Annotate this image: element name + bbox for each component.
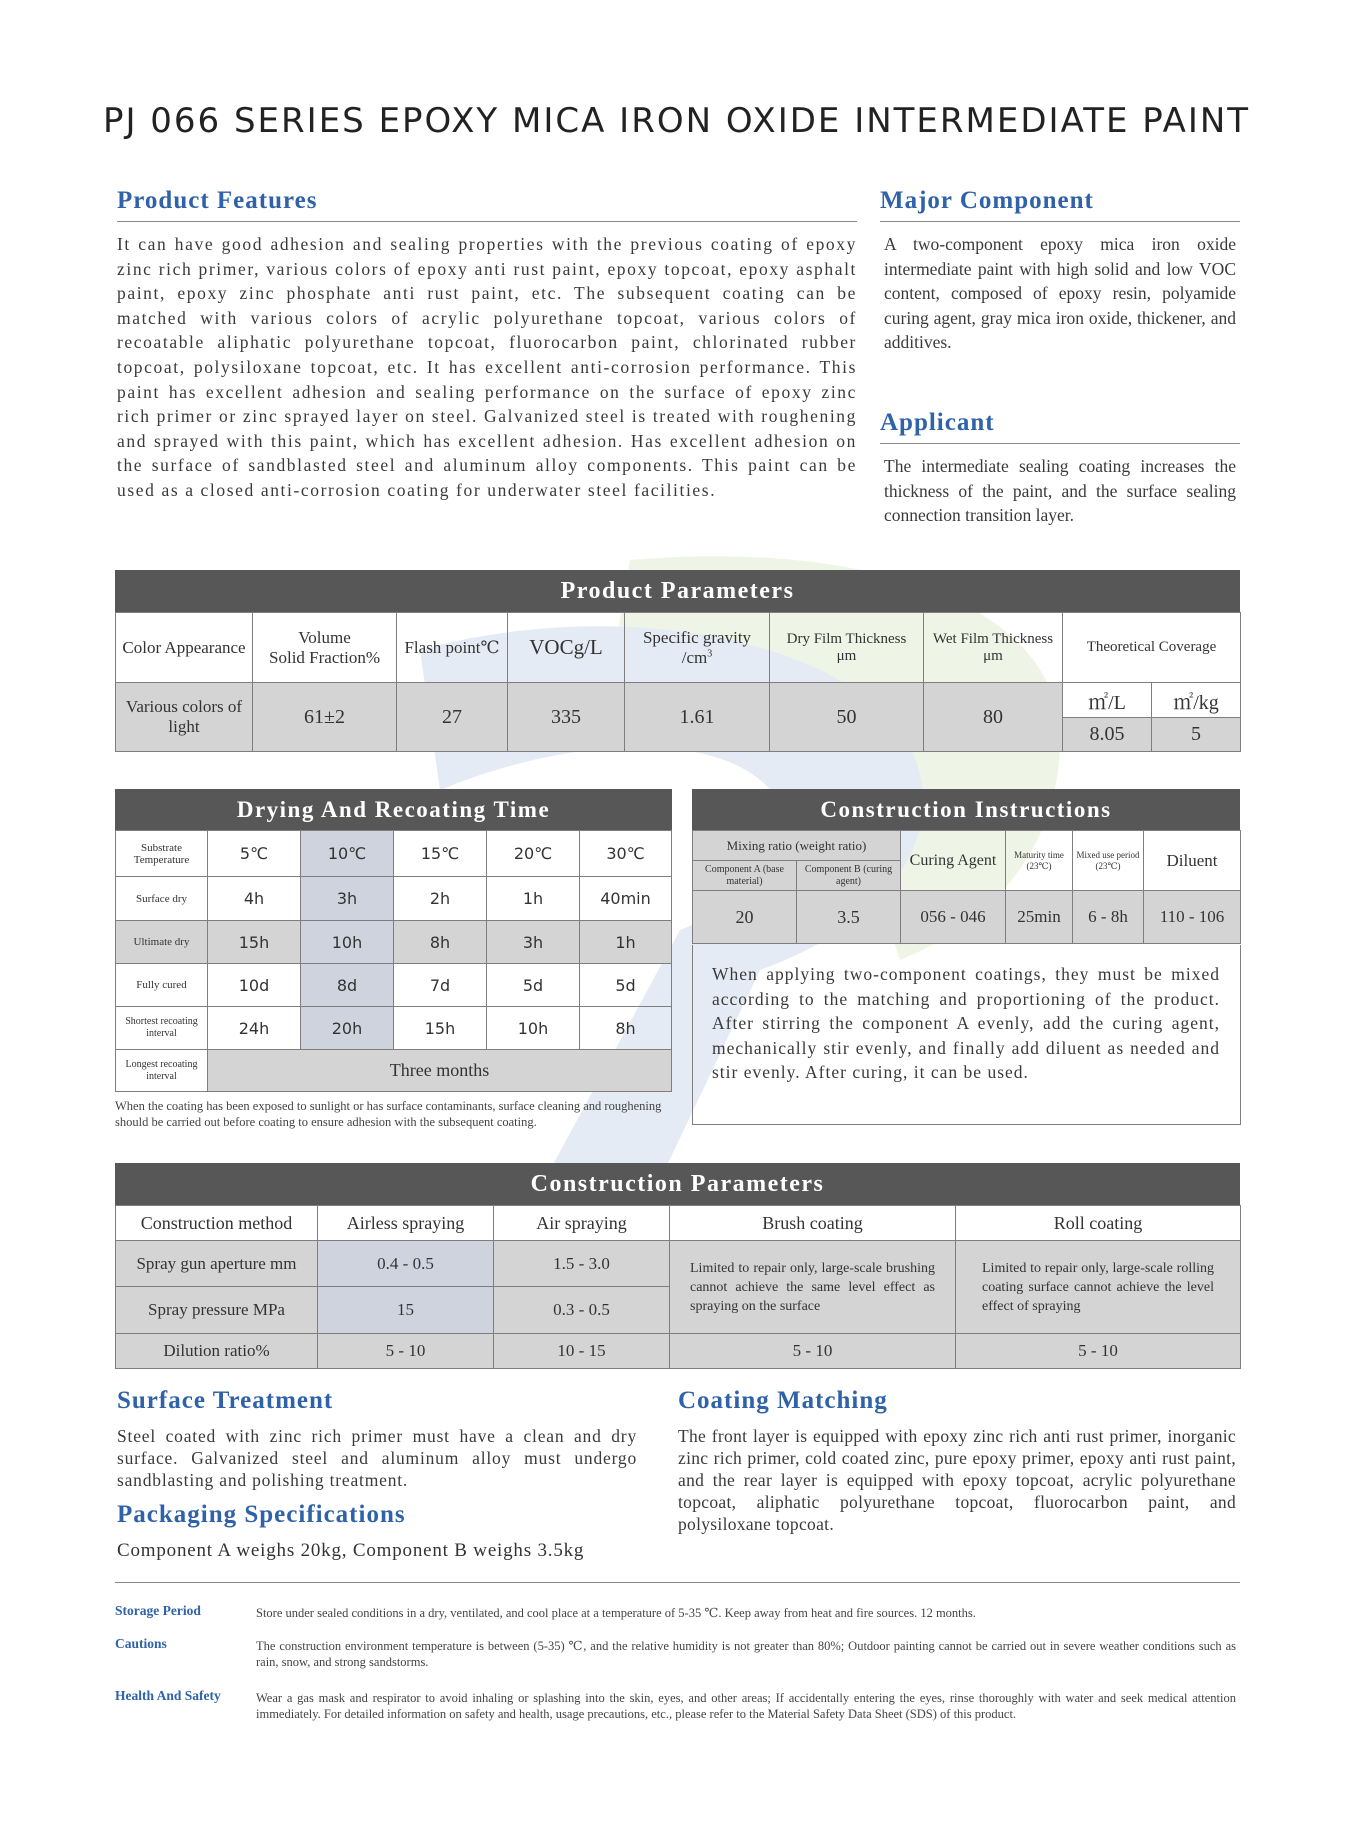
- shortest-recoating-label: Shortest recoating interval: [116, 1007, 208, 1050]
- temp-5: 5℃: [208, 831, 301, 877]
- mixing-ratio-label: Mixing ratio (weight ratio): [693, 831, 901, 861]
- product-features-heading: Product Features: [117, 187, 857, 222]
- ultimate-dry-15: 8h: [394, 921, 487, 964]
- temp-30: 30℃: [580, 831, 672, 877]
- wet-film-thickness-header: Wet Film Thickness μm: [924, 613, 1063, 683]
- health-safety-label: Health And Safety: [115, 1688, 221, 1703]
- dilution-ratio-label: Dilution ratio%: [116, 1334, 318, 1369]
- drying-header: Drying And Recoating Time: [115, 789, 672, 830]
- shortest-recoating-20: 10h: [487, 1007, 580, 1050]
- diluent-value: 110 - 106: [1144, 891, 1241, 944]
- temp-10: 10℃: [301, 831, 394, 877]
- airless-pressure-value: 15: [318, 1287, 494, 1334]
- maturity-time-label: Maturity time (23℃): [1006, 831, 1073, 891]
- page-title: PJ 066 SERIES EPOXY MICA IRON OXIDE INTERMEDIATE PAINT: [102, 101, 1251, 141]
- flash-point-value: 27: [397, 683, 508, 752]
- ultimate-dry-20: 3h: [487, 921, 580, 964]
- longest-recoating-value: Three months: [208, 1050, 672, 1092]
- instructions-text: When applying two-component coatings, they must be mixed according to the matching and proportioning of the product. After stirring the component A evenly, add the curing agent, mechanically stir evenly, and finally add diluent as needed and stir evenly. After curing, it can be used.: [712, 964, 1220, 1082]
- dry-film-thickness-header: Dry Film Thickness μm: [770, 613, 924, 683]
- health-safety-text: Wear a gas mask and respirator to avoid inhaling or splashing into the skin, eyes, and other areas; If accidentally entering the eyes, rinse thoroughly with water and seek medical attention immediately. For detailed information on safety and health, usage precautions, etc., please refer to the Material Safety Data Sheet (SDS) of this product.: [256, 1691, 1236, 1721]
- ultimate-dry-10: 10h: [301, 921, 394, 964]
- curing-agent-value: 056 - 046: [901, 891, 1006, 944]
- color-appearance-value: Various colors of light: [116, 683, 253, 752]
- surface-dry-30: 40min: [580, 877, 672, 921]
- applicant-text: The intermediate sealing coating increases the thickness of the paint, and the surface sealing connection transition layer.: [884, 456, 1236, 526]
- surface-dry-15: 2h: [394, 877, 487, 921]
- flash-point-header: Flash point℃: [397, 613, 508, 683]
- table-row: [116, 964, 672, 1007]
- method-brush: Brush coating: [670, 1206, 956, 1241]
- longest-recoating-label: Longest recoating interval: [116, 1050, 208, 1092]
- fully-cured-label: Fully cured: [116, 964, 208, 1007]
- fully-cured-10: 8d: [301, 964, 394, 1007]
- roll-coating-note: Limited to repair only, large-scale rolling coating surface cannot achieve the level effect of spraying: [956, 1241, 1241, 1334]
- fully-cured-30: 5d: [580, 964, 672, 1007]
- diluent-label: Diluent: [1144, 831, 1241, 891]
- drying-note: When the coating has been exposed to sunlight or has surface contaminants, surface cleaning and roughening should be carried out before coating to ensure adhesion with the subsequent coating.: [115, 1099, 662, 1129]
- mixed-use-period-label: Mixed use period (23℃): [1073, 831, 1144, 891]
- cautions-text: The construction environment temperature is between (5-35) ℃, and the relative humidity is not greater than 80%; Outdoor painting cannot be carried out in severe weather conditions such as rain, snow, and strong sandstorms.: [256, 1639, 1236, 1669]
- component-b-label: Component B (curing agent): [797, 861, 901, 891]
- voc-header: VOCg/L: [508, 613, 625, 683]
- coating-matching-text: The front layer is equipped with epoxy zinc rich anti rust primer, inorganic zinc rich primer, cold coated zinc, pure epoxy primer, epoxy anti rust paint, and the rear layer is equipped with epoxy topcoat, acrylic polyurethane topcoat, aliphatic polyurethane topcoat, fluorocarbon paint, and polysiloxane topcoat.: [678, 1426, 1236, 1534]
- packaging-text: Component A weighs 20kg, Component B weighs 3.5kg: [117, 1540, 585, 1561]
- surface-treatment-heading: Surface Treatment: [117, 1387, 334, 1414]
- construction-instructions-header: Construction Instructions: [692, 789, 1240, 830]
- dilution-roll: 5 - 10: [956, 1334, 1241, 1369]
- spray-pressure-label: Spray pressure MPa: [116, 1287, 318, 1334]
- mixing-table: [692, 830, 1241, 944]
- volume-solid-value: 61±2: [253, 683, 397, 752]
- surface-dry-20: 1h: [487, 877, 580, 921]
- coverage-per-liter-value: 8.05: [1063, 718, 1152, 752]
- wet-film-thickness-value: 80: [924, 683, 1063, 752]
- construction-parameters-header: Construction Parameters: [115, 1163, 1240, 1205]
- spray-gun-aperture-label: Spray gun aperture mm: [116, 1241, 318, 1287]
- shortest-recoating-5: 24h: [208, 1007, 301, 1050]
- applicant-heading: Applicant: [880, 409, 1240, 444]
- fully-cured-20: 5d: [487, 964, 580, 1007]
- coverage-per-kg-unit: ㎡/kg: [1152, 683, 1241, 718]
- air-aperture-value: 1.5 - 3.0: [494, 1241, 670, 1287]
- packaging-heading: Packaging Specifications: [117, 1501, 406, 1528]
- brush-coating-note: Limited to repair only, large-scale brushing cannot achieve the same level effect as spraying on the surface: [670, 1241, 956, 1334]
- substrate-temperature-label: Substrate Temperature: [116, 831, 208, 877]
- shortest-recoating-10: 20h: [301, 1007, 394, 1050]
- table-row: [116, 877, 672, 921]
- fully-cured-15: 7d: [394, 964, 487, 1007]
- ultimate-dry-5: 15h: [208, 921, 301, 964]
- surface-treatment-text: Steel coated with zinc rich primer must have a clean and dry surface. Galvanized steel and aluminum alloy must undergo sandblasting and polishing treatment.: [117, 1426, 637, 1490]
- dilution-air: 10 - 15: [494, 1334, 670, 1369]
- coverage-per-kg-value: 5: [1152, 718, 1241, 752]
- curing-agent-label: Curing Agent: [901, 831, 1006, 891]
- method-roll: Roll coating: [956, 1206, 1241, 1241]
- component-b-value: 3.5: [797, 891, 901, 944]
- drying-table: [115, 830, 672, 1092]
- surface-dry-5: 4h: [208, 877, 301, 921]
- air-pressure-value: 0.3 - 0.5: [494, 1287, 670, 1334]
- major-component-heading: Major Component: [880, 187, 1240, 222]
- construction-parameters-table: [115, 1205, 1241, 1369]
- cautions-label: Cautions: [115, 1636, 167, 1651]
- dry-film-thickness-value: 50: [770, 683, 924, 752]
- table-row: [116, 1007, 672, 1050]
- product-features-text: It can have good adhesion and sealing properties with the previous coating of epoxy zinc rich primer, various colors of epoxy anti rust paint, epoxy topcoat, epoxy asphalt paint, epoxy zinc phosphate anti rust paint, etc. The subsequent coating can be matched with various colors of acrylic polyurethane topcoat, various colors of recoatable aliphatic polyurethane topcoat, fluorocarbon paint, chlorinated rubber topcoat, polysiloxane topcoat, etc. It has excellent anti-corrosion performance. This paint has excellent adhesion and sealing performance on the surface of epoxy zinc rich primer or zinc sprayed layer on steel. Galvanized steel is treated with roughening and sprayed with this paint, which has excellent adhesion. Has excellent adhesion on the surface of sandblasted steel and aluminum alloy components. This paint can be used as a closed anti-corrosion coating for underwater steel facilities.: [117, 234, 857, 500]
- product-parameters-table: [115, 612, 1241, 752]
- shortest-recoating-30: 8h: [580, 1007, 672, 1050]
- maturity-time-value: 25min: [1006, 891, 1073, 944]
- surface-dry-label: Surface dry: [116, 877, 208, 921]
- component-a-value: 20: [693, 891, 797, 944]
- product-parameters-header: Product Parameters: [115, 570, 1240, 612]
- volume-solid-header: Volume Solid Fraction%: [253, 613, 397, 683]
- theoretical-coverage-header: Theoretical Coverage: [1063, 613, 1241, 683]
- table-row: [116, 1050, 672, 1092]
- method-airless: Airless spraying: [318, 1206, 494, 1241]
- color-appearance-header: Color Appearance: [116, 613, 253, 683]
- mixed-use-period-value: 6 - 8h: [1073, 891, 1144, 944]
- dilution-brush: 5 - 10: [670, 1334, 956, 1369]
- major-component-text: A two-component epoxy mica iron oxide intermediate paint with high solid and low VOC content, composed of epoxy resin, polyamide curing agent, gray mica iron oxide, thickener, and additives.: [884, 234, 1236, 353]
- dilution-airless: 5 - 10: [318, 1334, 494, 1369]
- shortest-recoating-15: 15h: [394, 1007, 487, 1050]
- surface-dry-10: 3h: [301, 877, 394, 921]
- specific-gravity-value: 1.61: [625, 683, 770, 752]
- coverage-per-liter-unit: ㎡/L: [1063, 683, 1152, 718]
- temp-20: 20℃: [487, 831, 580, 877]
- ultimate-dry-30: 1h: [580, 921, 672, 964]
- construction-method-label: Construction method: [116, 1206, 318, 1241]
- component-a-label: Component A (base material): [693, 861, 797, 891]
- temp-15: 15℃: [394, 831, 487, 877]
- storage-period-text: Store under sealed conditions in a dry, ventilated, and cool place at a temperature of 5-35 ℃. Keep away from heat and fire sources. 12 months.: [256, 1606, 976, 1620]
- ultimate-dry-label: Ultimate dry: [116, 921, 208, 964]
- specific-gravity-header: Specific gravity $/cm^3$: [625, 613, 770, 683]
- storage-period-label: Storage Period: [115, 1603, 201, 1618]
- voc-value: 335: [508, 683, 625, 752]
- coating-matching-heading: Coating Matching: [678, 1387, 888, 1414]
- fully-cured-5: 10d: [208, 964, 301, 1007]
- airless-aperture-value: 0.4 - 0.5: [318, 1241, 494, 1287]
- method-air: Air spraying: [494, 1206, 670, 1241]
- footer-divider: [115, 1582, 1240, 1583]
- table-row: [116, 921, 672, 964]
